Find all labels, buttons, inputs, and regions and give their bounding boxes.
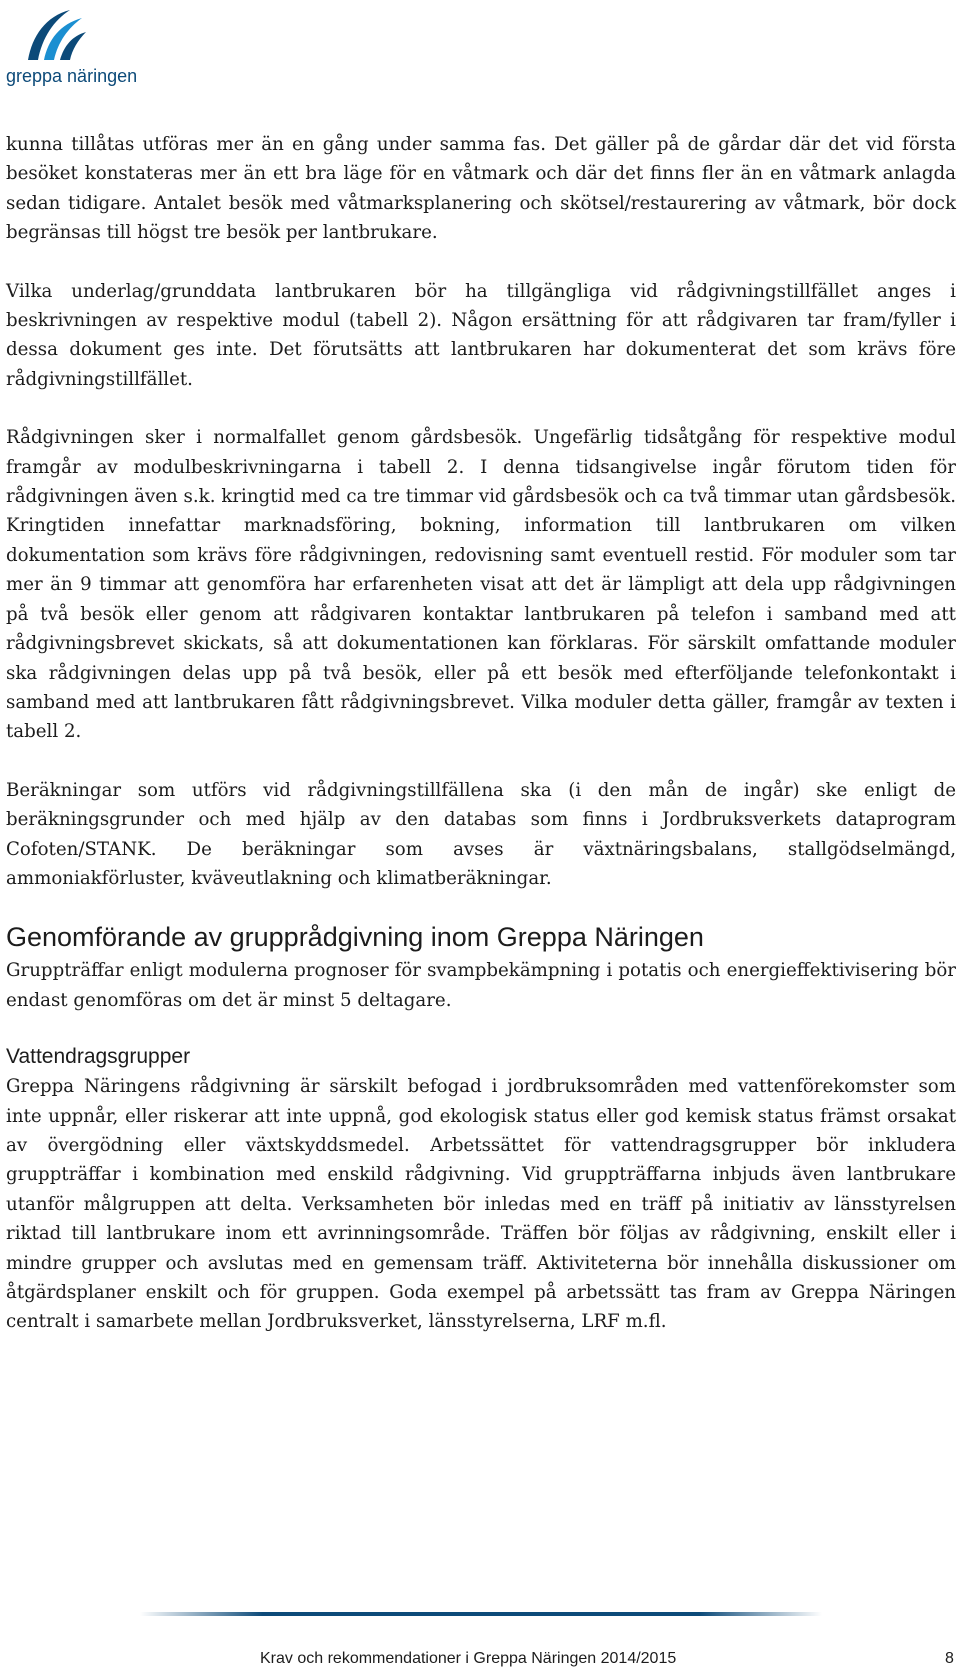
paragraph-farm-visits: Rådgivningen sker i normalfallet genom gårdsbesök. Ungefärlig tidsåtgång för respektive modul framgår av modulbeskrivningarna i tabell 2. I denna tidsangivelse ingår förutom tiden för rådgivningen även s.k. kringtid med ca tre timmar vid gårdsbesök och ca två timmar utan gårdsbesök. Kringtiden innefattar marknadsföring, bokning, information till lantbrukaren om vilken dokumentation som krävs före rådgivningen, redovisning samt eventuell restid. För moduler som tar mer än 9 timmar att genomföra har erfarenheten visat att det är lämpligt att dela upp rådgivningen på två besök eller genom att rådgivaren kontaktar lantbrukaren på telefon i samband med att rådgivningsbrevet skickats, så att dokumentationen kan förklaras. För särskilt omfattande moduler ska rådgivningen delas upp på två besök, eller på ett besök med efterföljande telefonkontakt i samband med att lantbrukaren fått rådgivningsbrevet. Vilka moduler detta gäller, framgår av texten i tabell 2. xyxy=(6,427,956,743)
logo-text: greppa näringen xyxy=(6,66,138,86)
paragraph-calculations: Beräkningar som utförs vid rådgivningstillfällena ska (i den mån de ingår) ske enligt de beräkningsgrunder och med hjälp av den databas som finns i Jordbruksverkets dataprogram Cofoten/STANK. De beräkningar som avses är växtnäringsbalans, stallgödselmängd, ammoniakförluster, kväveutlakning och klimatberäkningar. xyxy=(6,779,956,889)
page-number: 8 xyxy=(945,1650,954,1667)
footer-divider xyxy=(140,1612,822,1616)
section-heading-group-advice: Genomförande av grupprådgivning inom Greppa Näringen xyxy=(6,922,704,953)
greppa-logo xyxy=(6,4,156,88)
document-body xyxy=(6,130,956,1337)
greppa-swoosh-icon xyxy=(24,6,88,62)
footer-document-title: Krav och rekommendationer i Greppa Näringen 2014/2015 xyxy=(260,1650,677,1667)
paragraph-wetland-visits: kunna tillåtas utföras mer än en gång under samma fas. Det gäller på de gårdar där det vid första besöket konstateras mer än ett bra läge för en våtmark och där det finns fler än en våtmark anlagda sedan tidigare. Antalet besök med våtmarksplanering och skötsel/restaurering av våtmark, bör dock begränsas till högst tre besök per lantbrukare. xyxy=(6,134,956,244)
paragraph-group-advice: Gruppträffar enligt modulerna prognoser för svampbekämpning i potatis och energieffektivisering bör endast genomföras om det är minst 5 deltagare. xyxy=(6,960,956,1011)
paragraph-water-groups: Greppa Näringens rådgivning är särskilt befogad i jordbruksområden med vattenförekomster som inte uppnår, eller riskerar att inte uppnå, god ekologisk status eller god kemisk status främst orsakat av övergödning eller växtskyddsmedel. Arbetssättet för vattendragsgrupper bör inkludera gruppträffar i kombination med enskild rådgivning. Vid gruppträffarna inbjuds även lantbrukare utanför målgruppen att delta. Verksamheten bör inledas med en träff på initiativ av länsstyrelsen riktad till lantbrukare inom ett avrinningsområde. Träffen bör följas av rådgivning, enskilt eller i mindre grupper och avslutas med en gemensam träff. Aktiviteterna bör innehålla diskussioner om åtgärdsplaner enskilt och för gruppen. Goda exempel på arbetssätt tas fram av Greppa Näringen centralt i samarbete mellan Jordbruksverket, länsstyrelserna, LRF m.fl. xyxy=(6,1076,956,1333)
section-heading-water-groups: Vattendragsgrupper xyxy=(6,1045,191,1069)
paragraph-documentation: Vilka underlag/grunddata lantbrukaren bör ha tillgängliga vid rådgivningstillfället anges i beskrivningen av respektive modul (tabell 2). Någon ersättning för att rådgivaren tar fram/fyller i dessa dokument ges inte. Det förutsätts att lantbrukaren har dokumenterat det som krävs före rådgivningstillfället. xyxy=(6,280,956,390)
